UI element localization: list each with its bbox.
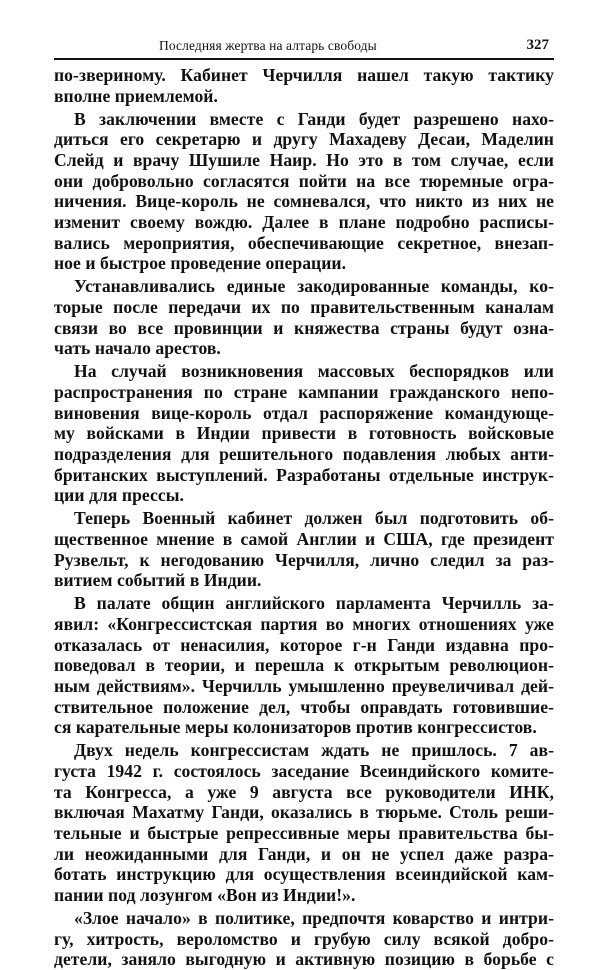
- text-line: На случай возникновения массовых беспорядков или: [74, 361, 554, 382]
- text-line: витием событий в Индии.: [54, 570, 262, 591]
- text-line: Теперь Военный кабинет должен был подготовить об-: [74, 508, 554, 529]
- paragraph: [54, 361, 554, 506]
- text-line: В палате общин английского парламента Черчилль за-: [74, 593, 554, 614]
- text-line: торые после передачи их по правительственным каналам: [54, 296, 554, 317]
- text-line: ся карательные меры колонизаторов против конгрессистов.: [54, 717, 537, 738]
- paragraph: [54, 276, 554, 359]
- text-line: диться его секретарю и другу Махадеву Десаи, Маделин: [54, 129, 554, 150]
- running-title: Последняя жертва на алтарь свободы: [159, 38, 377, 53]
- text-line: ным действиям». Черчилль умышленно преувеличивал дей-: [54, 675, 554, 696]
- text-line: распространения по стране кампании гражданского непо-: [54, 381, 554, 402]
- text-line: подразделения для решительного подавления любых анти-: [54, 443, 554, 464]
- text-line: ствительное положение дел, чтобы оправдать готовившие-: [54, 696, 554, 717]
- text-line: связи во все провинции и княжества страны будут озна-: [54, 317, 554, 338]
- paragraph: [54, 109, 554, 275]
- text-line: Рузвельт, к негодованию Черчилля, лично следил за раз-: [54, 549, 554, 570]
- paragraph: [54, 65, 554, 106]
- text-line: ничения. Вице-король не сомневался, что никто из них не: [54, 191, 554, 212]
- text-line: тельные и быстрые репрессивные меры правительства бы-: [54, 822, 554, 843]
- text-line: вполне приемлемой.: [54, 85, 218, 106]
- text-line: по-звериному. Кабинет Черчилля нашел такую тактику: [54, 65, 554, 85]
- paragraph: [54, 593, 554, 738]
- text-line: британских выступлений. Разработаны отдельные инструк-: [54, 464, 554, 485]
- text-line: та Конгресса, а уже 9 августа все руководители ИНК,: [54, 781, 554, 802]
- text-line: ли неожиданными для Ганди, и он не успел даже разра-: [54, 843, 554, 864]
- text-line: щественное мнение в самой Англии и США, где президент: [54, 528, 554, 549]
- page-number: 327: [526, 37, 549, 53]
- text-line: «Злое начало» в политике, предпочтя коварство и интри-: [74, 907, 554, 928]
- text-line: изменит своему вождю. Далее в плане подробно расписы-: [54, 212, 554, 232]
- text-line: Двух недель конгрессистам ждать не пришлось. 7 ав-: [74, 740, 554, 761]
- text-line: виновения вице-король отдал распоряжение командующе-: [54, 402, 554, 423]
- paragraph: [54, 508, 554, 591]
- text-line: В заключении вместе с Ганди будет разрешено нахо-: [74, 108, 554, 129]
- text-line: включая Махатму Ганди, оказались в тюрьме. Столь реши-: [54, 802, 554, 823]
- text-line: густа 1942 г. состоялось заседание Всеиндийского комите-: [54, 760, 554, 781]
- text-line: ции для прессы.: [54, 485, 184, 506]
- text-line: ботать инструкцию для осуществления всеиндийской кам-: [54, 864, 554, 885]
- body-text: [54, 65, 554, 970]
- running-head: [54, 38, 554, 62]
- text-line: ное и быстрое проведение операции.: [54, 253, 347, 274]
- text-line: чать начало арестов.: [54, 338, 221, 359]
- text-line: Слейд и врачу Шушиле Наир. Но это в том случае, если: [54, 149, 554, 170]
- text-line: гу, хитрость, вероломство и грубую силу всякой добро-: [54, 928, 554, 949]
- text-line: Устанавливались единые закодированные команды, ко-: [74, 276, 554, 297]
- text-line: му войсками в Индии привести в готовность войсковые: [54, 423, 554, 444]
- header-rule: [54, 58, 554, 60]
- paragraph: [54, 740, 554, 906]
- text-line: они добровольно согласятся пойти на все тюремные огра-: [54, 170, 554, 191]
- text-line: поведовал в теории, и перешла к открытым революцион-: [54, 655, 554, 676]
- text-line: отказалась от ненасилия, которое г-н Ганди издавна про-: [54, 634, 554, 655]
- text-line: вались мероприятия, обеспечивающие секретное, внезап-: [54, 232, 554, 253]
- text-line: детели, заняло выгодную и активную позицию в борьбе с: [54, 949, 554, 970]
- text-line: явил: «Конгрессистская партия во многих отношениях уже: [54, 613, 554, 634]
- text-line: пании под лозунгом «Вон из Индии!».: [54, 884, 356, 905]
- paragraph: [54, 908, 554, 970]
